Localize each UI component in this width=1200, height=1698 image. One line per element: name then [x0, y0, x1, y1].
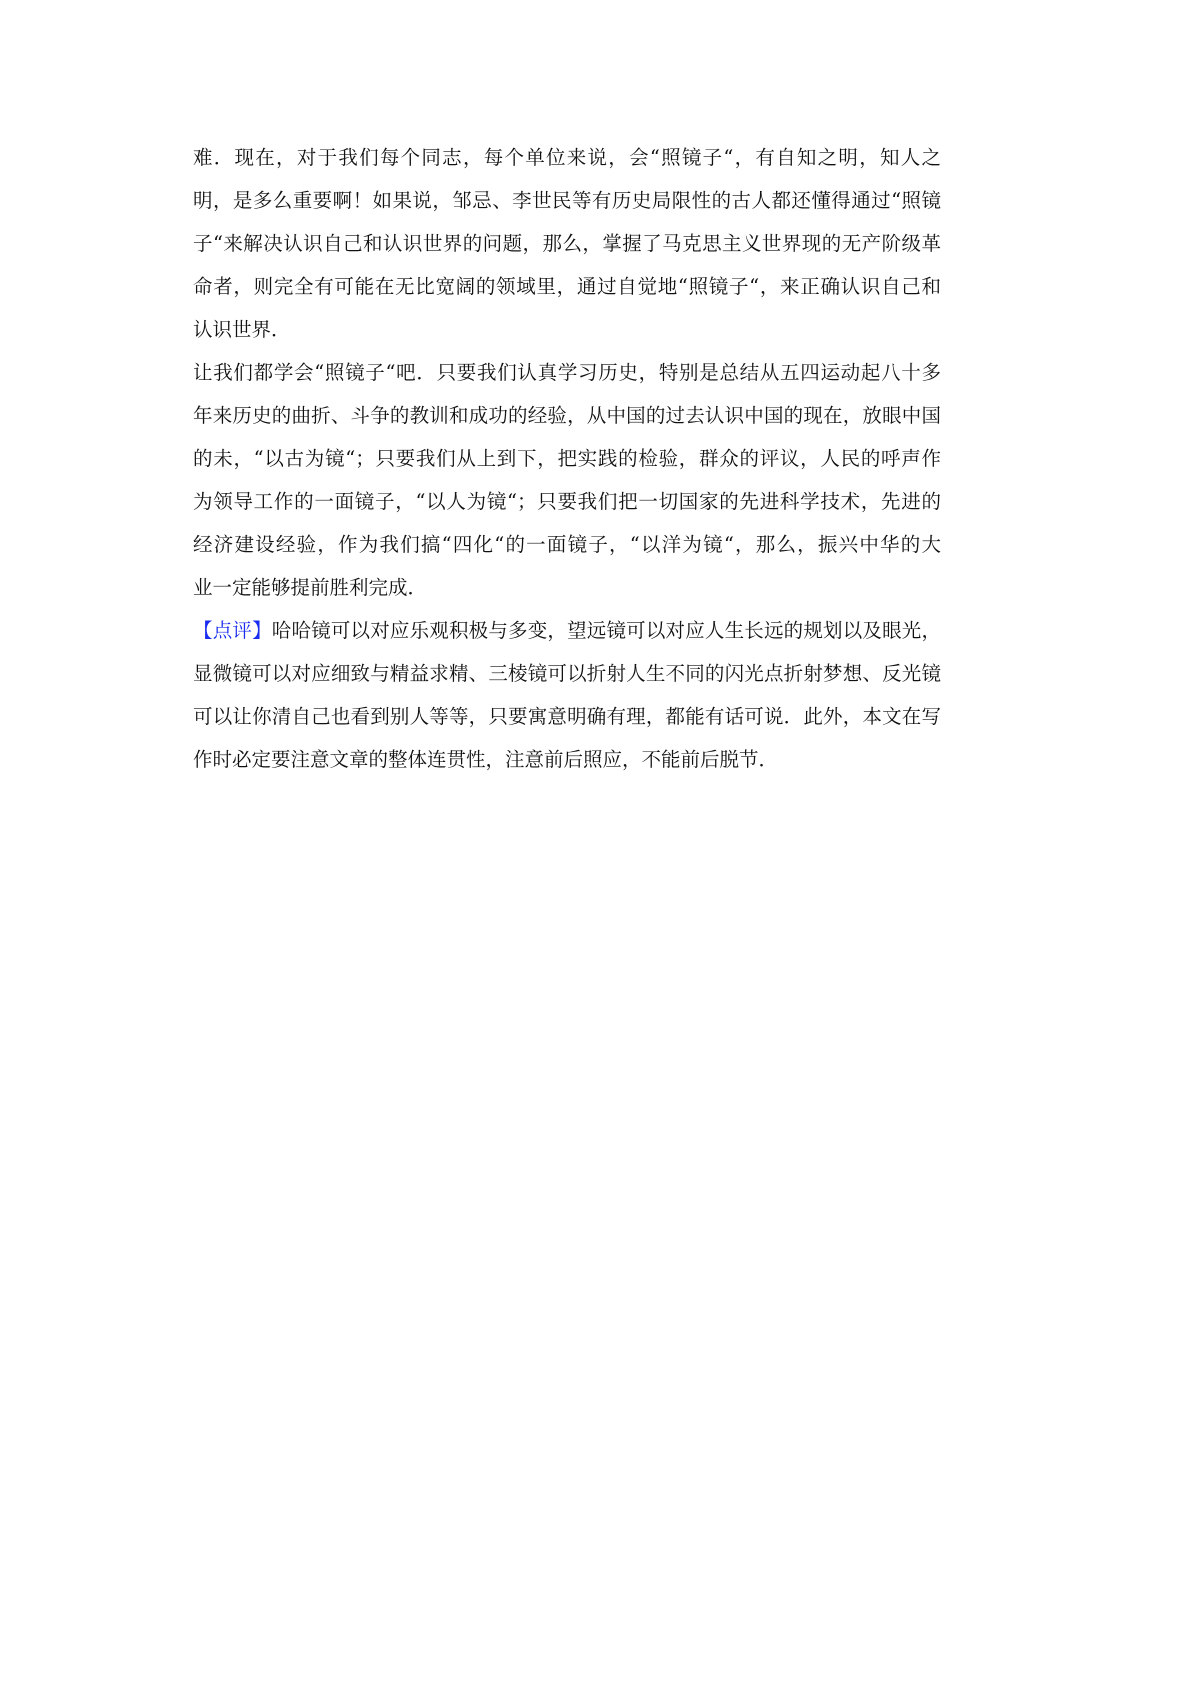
comment-paragraph — [193, 609, 941, 781]
text-line: 显微镜可以对应细致与精益求精、三棱镜可以折射人生不同的闪光点折射梦想、反光镜 — [193, 662, 941, 685]
text-line — [193, 609, 941, 652]
comment-text: 哈哈镜可以对应乐观积极与多变，望远镜可以对应人生长远的规划以及眼光， — [271, 619, 941, 642]
paragraph-1 — [193, 136, 941, 351]
text-line: 经济建设经验，作为我们搞“四化“的一面镜子，“以洋为镜“，那么，振兴中华的大 — [193, 533, 941, 556]
text-line: 可以让你清自己也看到别人等等，只要寓意明确有理，都能有话可说．此外，本文在写 — [193, 705, 941, 728]
text-line: 的未，“以古为镜“；只要我们从上到下，把实践的检验，群众的评议，人民的呼声作 — [193, 447, 941, 470]
text-line: 明，是多么重要啊！如果说，邹忌、李世民等有历史局限性的古人都还懂得通过“照镜 — [193, 189, 941, 212]
document-body — [193, 136, 941, 781]
paragraph-2 — [193, 351, 941, 609]
text-line: 认识世界． — [193, 318, 291, 341]
text-line: 命者，则完全有可能在无比宽阔的领域里，通过自觉地“照镜子“，来正确认识自己和 — [193, 275, 941, 298]
text-line: 为领导工作的一面镜子，“以人为镜“；只要我们把一切国家的先进科学技术，先进的 — [193, 490, 941, 513]
text-line: 年来历史的曲折、斗争的教训和成功的经验，从中国的过去认识中国的现在，放眼中国 — [193, 404, 941, 427]
comment-label: 【点评】 — [193, 619, 272, 642]
text-line: 作时必定要注意文章的整体连贯性，注意前后照应，不能前后脱节． — [193, 748, 779, 771]
text-line: 难．现在，对于我们每个同志，每个单位来说，会“照镜子“，有自知之明，知人之 — [193, 146, 941, 169]
text-line: 子“来解决认识自己和认识世界的问题，那么，掌握了马克思主义世界现的无产阶级革 — [193, 232, 941, 255]
text-line: 业一定能够提前胜利完成． — [193, 576, 428, 599]
text-line: 让我们都学会“照镜子“吧．只要我们认真学习历史，特别是总结从五四运动起八十多 — [193, 361, 941, 384]
